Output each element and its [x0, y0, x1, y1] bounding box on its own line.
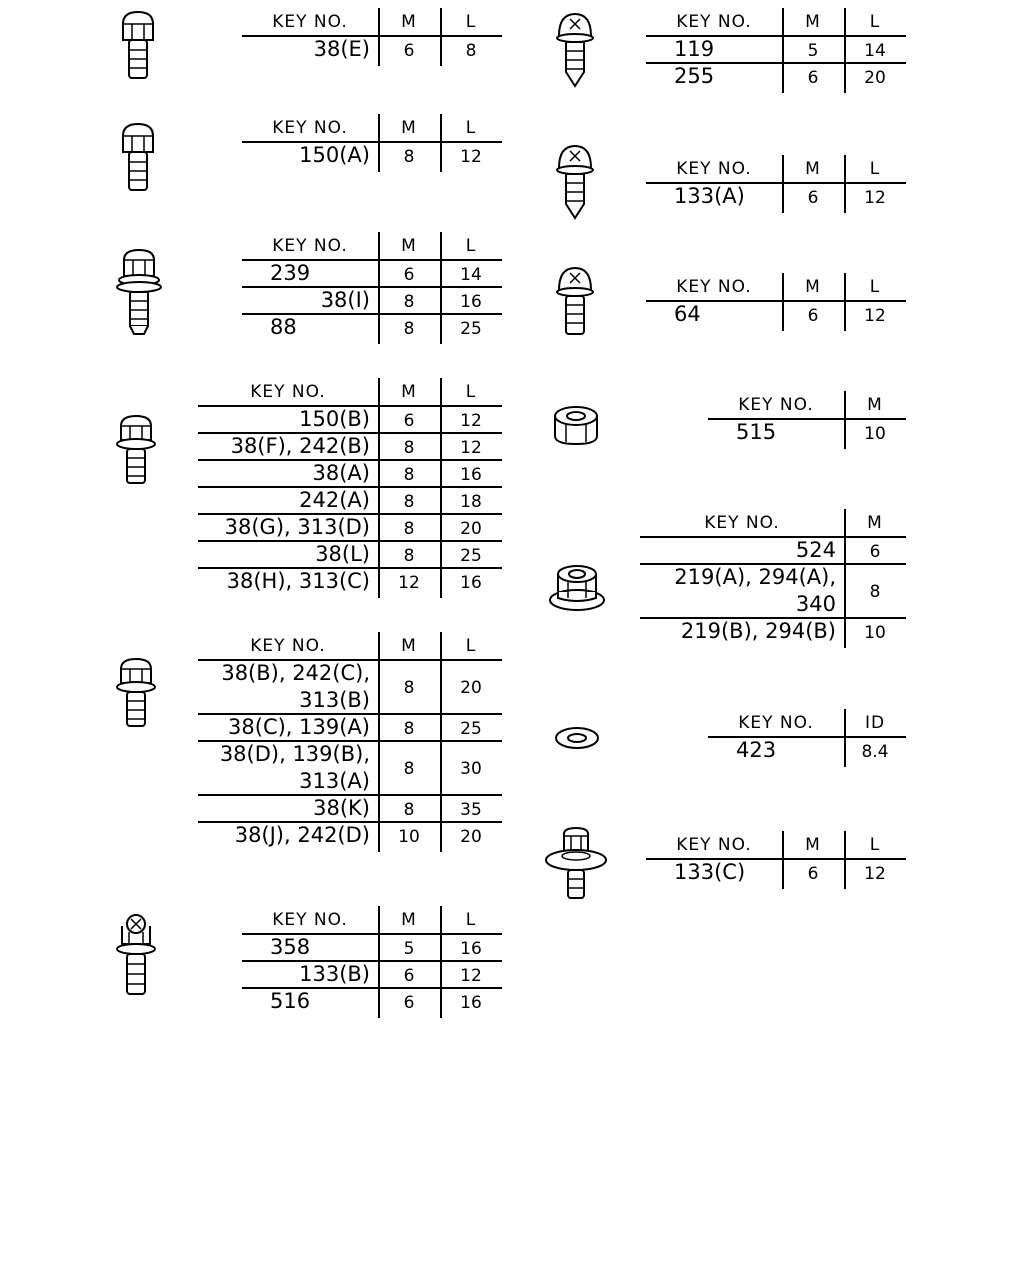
m-cell: 6 — [403, 965, 415, 986]
header-l: L — [869, 12, 881, 32]
m-cell: 10 — [864, 423, 886, 444]
key-no-cell: 38(E) — [313, 37, 370, 61]
m-cell: 8 — [403, 759, 415, 779]
key-no-cell: 150(B) — [299, 407, 370, 431]
header-key-no: KEY NO. — [272, 12, 348, 32]
key-no-cell: 516 — [270, 989, 311, 1013]
header-key-no: KEY NO. — [272, 118, 348, 138]
table-divider — [844, 273, 846, 331]
id-cell: 8.4 — [861, 741, 889, 762]
table-divider — [844, 391, 846, 449]
table-divider — [378, 8, 380, 66]
m-cell: 8 — [403, 491, 415, 512]
header-key-no: KEY NO. — [676, 835, 752, 855]
key-no-cell: 119 — [674, 37, 715, 61]
table-divider — [378, 232, 380, 344]
l-cell: 12 — [864, 305, 886, 326]
header-key-no: KEY NO. — [738, 395, 814, 415]
l-cell: 20 — [864, 67, 886, 88]
table-divider — [782, 8, 784, 93]
washer-bolt-icon — [544, 824, 610, 908]
l-cell: 18 — [460, 491, 482, 512]
table-divider — [440, 632, 442, 852]
header-key-no: KEY NO. — [676, 159, 752, 179]
hex-nut-icon — [552, 404, 602, 452]
table-divider — [378, 114, 380, 172]
header-key-no: KEY NO. — [676, 12, 752, 32]
header-l: L — [465, 118, 477, 138]
m-cell: 6 — [869, 541, 881, 562]
key-no-cell: 133(C) — [674, 860, 746, 884]
m-cell: 6 — [403, 40, 415, 61]
l-cell: 16 — [460, 992, 482, 1013]
l-cell: 12 — [460, 410, 482, 431]
table-divider — [782, 273, 784, 331]
m-cell: 6 — [807, 863, 819, 884]
key-no-cell: 515 — [736, 420, 777, 444]
header-l: L — [869, 835, 881, 855]
m-cell: 5 — [403, 938, 415, 959]
flange-bolt-b-icon — [116, 657, 160, 735]
key-no-cell: 64 — [674, 302, 701, 326]
l-cell: 14 — [460, 264, 482, 285]
header-id: ID — [864, 713, 886, 733]
table-divider — [378, 378, 380, 598]
header-m: M — [401, 118, 417, 138]
l-cell: 25 — [460, 318, 482, 339]
key-no-cell: 313(A) — [299, 769, 370, 793]
key-no-cell: 340 — [795, 592, 836, 616]
key-no-cell: 219(A), 294(A), — [674, 565, 836, 589]
key-no-cell: 242(A) — [299, 488, 370, 512]
m-cell: 6 — [807, 305, 819, 326]
table-divider — [440, 8, 442, 66]
table-divider — [378, 632, 380, 852]
l-cell: 30 — [460, 759, 482, 779]
header-m: M — [867, 513, 883, 533]
header-key-no: KEY NO. — [272, 910, 348, 930]
pan-screw-icon — [553, 264, 601, 344]
m-cell: 8 — [403, 718, 415, 739]
header-l: L — [465, 382, 477, 402]
key-no-cell: 150(A) — [299, 143, 370, 167]
key-no-cell: 38(D), 139(B), — [219, 742, 370, 766]
key-no-cell: 239 — [270, 261, 311, 285]
header-key-no: KEY NO. — [704, 513, 780, 533]
l-cell: 12 — [460, 437, 482, 458]
key-no-cell: 38(H), 313(C) — [226, 569, 370, 593]
table-divider — [782, 155, 784, 213]
header-m: M — [805, 835, 821, 855]
l-cell: 20 — [460, 678, 482, 698]
header-m: M — [401, 382, 417, 402]
key-no-cell: 423 — [736, 738, 777, 762]
table-divider — [844, 155, 846, 213]
header-l: L — [465, 636, 477, 656]
header-m: M — [805, 12, 821, 32]
key-no-cell: 524 — [795, 538, 836, 562]
table-divider — [440, 906, 442, 1018]
header-l: L — [465, 12, 477, 32]
header-key-no: KEY NO. — [676, 277, 752, 297]
l-cell: 20 — [460, 826, 482, 847]
key-no-cell: 38(L) — [315, 542, 370, 566]
l-cell: 14 — [864, 40, 886, 61]
m-cell: 6 — [807, 187, 819, 208]
header-key-no: KEY NO. — [272, 236, 348, 256]
header-l: L — [869, 159, 881, 179]
m-cell: 6 — [807, 67, 819, 88]
header-m: M — [401, 12, 417, 32]
table-divider — [844, 709, 846, 767]
tapping-screw-b-icon — [553, 142, 601, 226]
key-no-cell: 38(G), 313(D) — [224, 515, 370, 539]
m-cell: 8 — [403, 437, 415, 458]
hex-bolt-a-icon — [118, 10, 162, 88]
m-cell: 8 — [403, 799, 415, 820]
key-no-cell: 38(B), 242(C), — [221, 661, 370, 685]
key-no-cell: 255 — [674, 64, 715, 88]
tapping-screw-a-icon — [553, 10, 601, 94]
l-cell: 12 — [864, 863, 886, 884]
m-cell: 8 — [403, 146, 415, 167]
key-no-cell: 38(F), 242(B) — [230, 434, 370, 458]
table-divider — [440, 232, 442, 344]
key-no-cell: 219(B), 294(B) — [680, 619, 836, 643]
l-cell: 16 — [460, 572, 482, 593]
hex-bolt-b-icon — [118, 122, 162, 200]
m-cell: 8 — [403, 518, 415, 539]
header-key-no: KEY NO. — [738, 713, 814, 733]
table-divider — [844, 509, 846, 648]
key-no-cell: 133(A) — [674, 184, 745, 208]
m-cell: 8 — [403, 545, 415, 566]
header-l: L — [465, 236, 477, 256]
m-cell: 8 — [403, 678, 415, 698]
key-no-cell: 358 — [270, 935, 311, 959]
cross-head-flange-bolt-icon — [114, 914, 162, 1004]
key-no-cell: 133(B) — [299, 962, 370, 986]
l-cell: 35 — [460, 799, 482, 820]
l-cell: 16 — [460, 291, 482, 312]
key-no-cell: 38(J), 242(D) — [234, 823, 370, 847]
table-divider — [782, 831, 784, 889]
header-key-no: KEY NO. — [250, 382, 326, 402]
key-no-cell: 38(K) — [313, 796, 370, 820]
m-cell: 6 — [403, 410, 415, 431]
header-m: M — [867, 395, 883, 415]
flange-bolt-a-icon — [116, 414, 160, 492]
key-no-cell: 38(C), 139(A) — [228, 715, 370, 739]
l-cell: 12 — [864, 187, 886, 208]
m-cell: 10 — [864, 622, 886, 643]
table-divider — [440, 378, 442, 598]
table-divider — [844, 831, 846, 889]
flange-nut-icon — [548, 562, 608, 620]
header-m: M — [805, 277, 821, 297]
table-divider — [844, 8, 846, 93]
m-cell: 8 — [869, 582, 881, 602]
table-divider — [440, 114, 442, 172]
header-l: L — [465, 910, 477, 930]
header-l: L — [869, 277, 881, 297]
l-cell: 16 — [460, 464, 482, 485]
header-m: M — [401, 910, 417, 930]
header-m: M — [401, 636, 417, 656]
l-cell: 25 — [460, 718, 482, 739]
key-no-cell: 313(B) — [299, 688, 370, 712]
key-no-cell: 38(I) — [320, 288, 370, 312]
m-cell: 5 — [807, 40, 819, 61]
m-cell: 6 — [403, 992, 415, 1013]
key-no-cell: 88 — [270, 315, 297, 339]
m-cell: 8 — [403, 318, 415, 339]
m-cell: 6 — [403, 264, 415, 285]
l-cell: 20 — [460, 518, 482, 539]
l-cell: 16 — [460, 938, 482, 959]
l-cell: 12 — [460, 965, 482, 986]
header-m: M — [805, 159, 821, 179]
l-cell: 25 — [460, 545, 482, 566]
key-no-cell: 38(A) — [312, 461, 370, 485]
m-cell: 8 — [403, 464, 415, 485]
washer-flange-bolt-icon — [112, 246, 166, 346]
m-cell: 10 — [398, 826, 420, 847]
plain-washer-icon — [553, 724, 603, 758]
l-cell: 8 — [465, 40, 477, 61]
m-cell: 8 — [403, 291, 415, 312]
m-cell: 12 — [398, 572, 420, 593]
table-divider — [378, 906, 380, 1018]
l-cell: 12 — [460, 146, 482, 167]
header-key-no: KEY NO. — [250, 636, 326, 656]
header-m: M — [401, 236, 417, 256]
